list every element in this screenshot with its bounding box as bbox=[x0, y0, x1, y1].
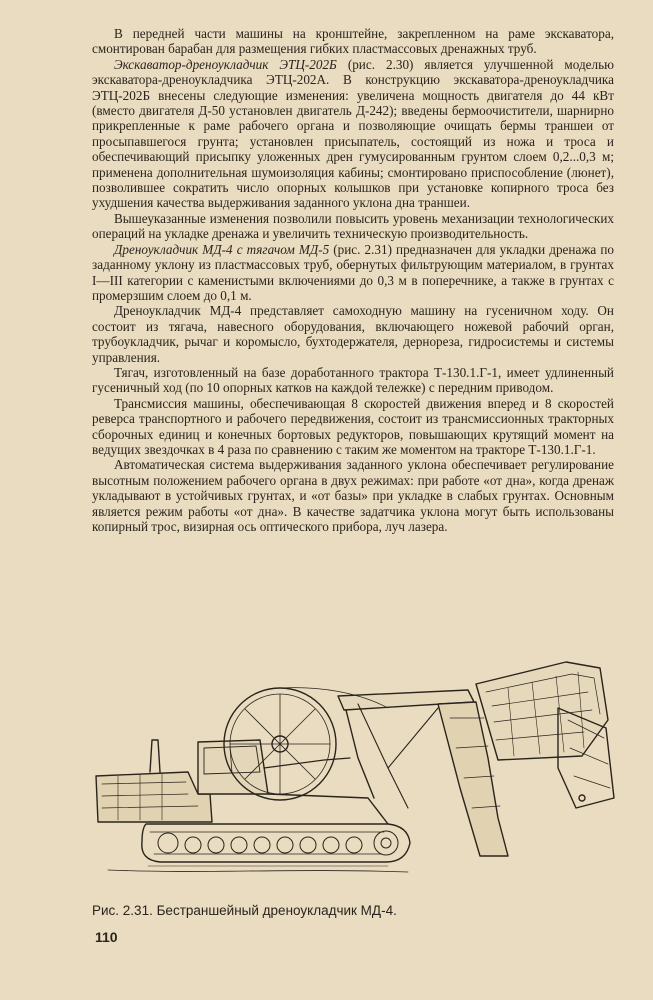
ground-line bbox=[108, 870, 408, 872]
paragraph-6: Тягач, изготовленный на базе доработанного трактора Т-130.1.Г-1, имеет удлиненный гусеничный ход (по 10 опорных катков на каждой тележке) с передним приводом. bbox=[92, 364, 614, 396]
paragraph-3: Вышеуказанные изменения позволили повысить уровень механизации технологических операций на укладке дренажа и увеличить техническую производительность. bbox=[92, 210, 614, 242]
road-wheels bbox=[158, 831, 398, 855]
tractor-body bbox=[96, 772, 212, 822]
crawler-track bbox=[142, 824, 410, 862]
page-number: 110 bbox=[95, 929, 118, 945]
paragraph-4: Дреноукладчик МД-4 с тягачом МД-5 (рис. 2.31) предназначен для укладки дренажа по заданному уклону из пластмассовых труб, обернутых фильтрующим материалом, в грунтах I—III категории с каменистыми включениями до 0,3 м в поперечнике, а также в грунтах с промерзшим слоем до 0,1 м. bbox=[92, 241, 614, 303]
paragraph-7: Трансмиссия машины, обеспечивающая 8 скоростей движения вперед и 8 скоростей реверса транспортного и рабочего передвижения, состоит из трансмиссионных тракторных сборочных единиц и конечных бортовых редукторов, повышающих крутящий момент на ведущих звездочках в 4 раза по сравнению с таким же моментом на тракторе Т-130.1.Г-1. bbox=[92, 395, 614, 457]
paragraph-2: Экскаватор-дреноукладчик ЭТЦ-202Б (рис. 2.30) является улучшенной моделью экскаватора-дреноукладчика ЭТЦ-202А. В конструкцию экскаватора-дреноукладчика ЭТЦ-202Б внесены следующие изменения: увеличена мощность двигателя до 44 кВт (вместо двигателя Д-50 установлен двигатель Д-242); введены бермоочистители, шарнирно прикрепленные к раме рабочего органа и позволяющие очищать бермы траншеи от просыпавшегося грунта; установлен присыпатель, состоящий из ножа и троса и обеспечивающий присыпку уложенных дрен гумусированным грунтом слоем 0,2...0,3 м; применена дополнительная шумоизоляция кабины; смонтировано приспособление (люнет), позволившее сократить число опорных колышков при установке копирного троса без ухудшения качества выдерживания заданного уклона дна траншеи. bbox=[92, 56, 614, 211]
exhaust-pipe bbox=[150, 740, 160, 772]
cable-drum bbox=[224, 688, 336, 800]
crawler-drainage-machine-drawing bbox=[88, 648, 618, 898]
paragraph-5: Дреноукладчик МД-4 представляет самоходную машину на гусеничном ходу. Он состоит из тягача, навесного оборудования, включающего ножевой рабочий орган, трубоукладчик, рычаг и коромысло, бухтодержателя, дернореза, гидросистемы и системы управления. bbox=[92, 303, 614, 365]
machine-illustration bbox=[88, 648, 618, 898]
body-text bbox=[92, 26, 614, 534]
figure-caption: Рис. 2.31. Бестраншейный дреноукладчик МД-4. bbox=[92, 903, 397, 918]
paragraph-1: В передней части машины на кронштейне, закрепленном на раме экскаватора, смонтирован барабан для размещения гибких пластмассовых дренажных труб. bbox=[92, 26, 614, 57]
paragraph-8: Автоматическая система выдерживания заданного уклона обеспечивает регулирование высотным положением рабочего органа в двух режимах: при работе «от дна», когда дренаж укладывают в устойчивых грунтах, и «от базы» при укладке в слабых грунтах. Основным является режим работы «от дна». В качестве задатчика уклона могут быть использованы копирный трос, визирная ось оптического прибора, луч лазера. bbox=[92, 457, 614, 534]
